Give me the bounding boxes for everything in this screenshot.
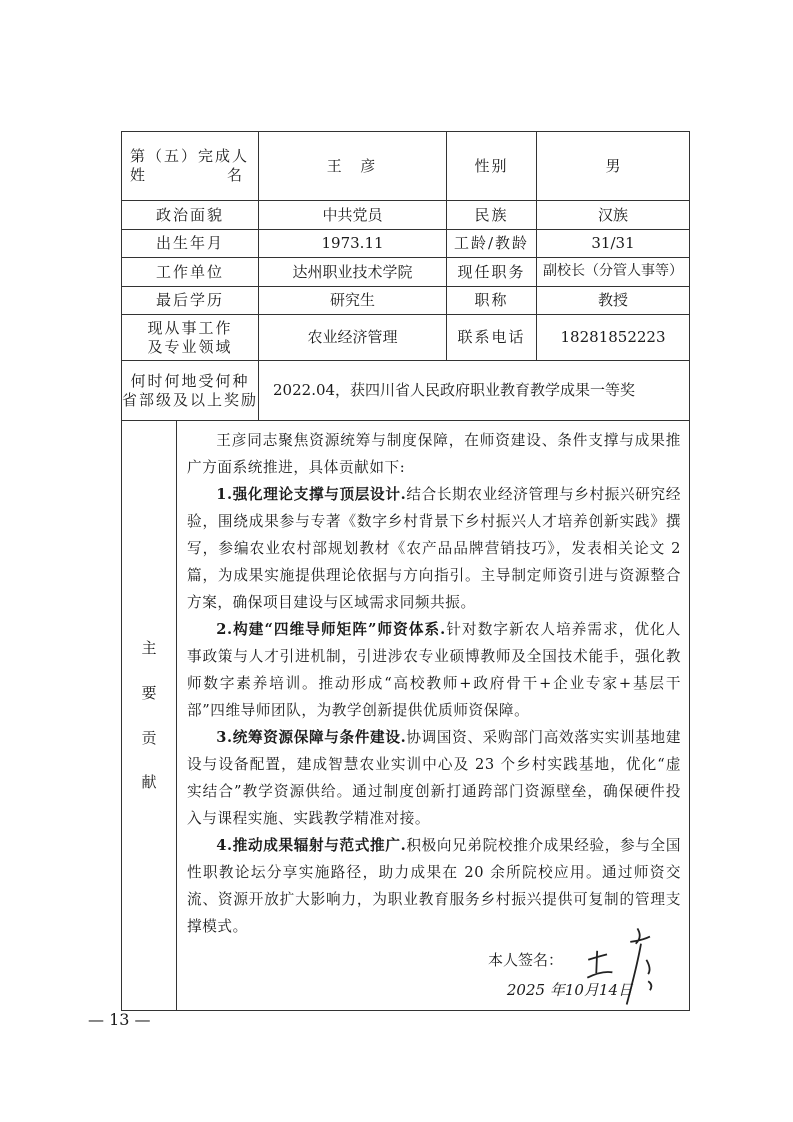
contribution-label: 主 要 贡 献 <box>122 421 177 1011</box>
contribution-item-4: 4.推动成果辐射与范式推广.积极向兄弟院校推介成果经验，参与全国性职教论坛分享实施路径，助力成果在 20 余所院校应用。通过师资交流、资源开放扩大影响力，为职业教育服务乡村振兴提供可复制的管理支撑模式。 <box>187 837 682 935</box>
political-label: 政治面貌 <box>122 201 259 230</box>
position-value: 副校长（分管人事等） <box>537 258 690 287</box>
contribution-item-3: 3.统筹资源保障与条件建设.协调国资、采购部门高效落实实训基地建设与设备配置，建成智慧农业实训中心及 23 个乡村实践基地，优化“虚实结合”教学资源供给。通过制度创新打通跨部门资源壁垒，确保硬件投入与课程实施、实践教学精准对接。 <box>187 729 682 827</box>
birth-value: 1973.11 <box>259 230 447 258</box>
field-label: 现从事工作 及专业领域 <box>122 315 259 361</box>
contribution-item-2: 2.构建“四维导师矩阵”师资体系.针对数字新农人培养需求，优化人事政策与人才引进机制，引进涉农专业硕博教师及全国技术能手，强化教师数字素养培训。推动形成“高校教师+政府骨干+企业专家+基层干部”四维导师团队，为教学创新提供优质师资保障。 <box>187 621 682 719</box>
employer-label: 工作单位 <box>122 258 259 287</box>
title-value: 教授 <box>537 287 690 315</box>
ethnic-label: 民族 <box>447 201 537 230</box>
seniority-value: 31/31 <box>537 230 690 258</box>
contribution-item-1: 1.强化理论支撑与顶层设计.结合长期农业经济管理与乡村振兴研究经验，围绕成果参与专著《数字乡村背景下乡村振兴人才培养创新实践》撰写，参编农业农村部规划教材《农产品品牌营销技巧》，发表相关论文 2 篇，为成果实施提供理论依据与方向指引。主导制定师资引进与资源整合方案，确保项目建设与区域需求同频共振。 <box>187 486 682 611</box>
birth-label: 出生年月 <box>122 230 259 258</box>
info-form-table <box>121 131 690 1011</box>
signature-block <box>187 944 681 1006</box>
name-value: 王 彦 <box>259 132 447 201</box>
ethnic-value: 汉族 <box>537 201 690 230</box>
intro-paragraph: 王彦同志聚焦资源统筹与制度保障，在师资建设、条件支撑与成果推广方面系统推进，具体贡献如下: <box>187 432 682 476</box>
title-label: 职称 <box>447 287 537 315</box>
political-value: 中共党员 <box>259 201 447 230</box>
field-value: 农业经济管理 <box>259 315 447 361</box>
name-label: 第（五）完成人 姓 名 <box>122 132 259 201</box>
position-label: 现任职务 <box>447 258 537 287</box>
page-number: — 13 — <box>88 1010 151 1029</box>
gender-value: 男 <box>537 132 690 201</box>
signature-date: 2025 年10月14日 <box>506 981 634 999</box>
award-value: 2022.04，获四川省人民政府职业教育教学成果一等奖 <box>259 361 690 421</box>
contribution-content <box>177 421 690 1011</box>
gender-label: 性别 <box>447 132 537 201</box>
education-label: 最后学历 <box>122 287 259 315</box>
phone-label: 联系电话 <box>447 315 537 361</box>
employer-value: 达州职业技术学院 <box>259 258 447 287</box>
phone-value: 18281852223 <box>537 315 690 361</box>
award-label: 何时何地受何种 省部级及以上奖励 <box>122 361 259 421</box>
seniority-label: 工龄/教龄 <box>447 230 537 258</box>
signature-label: 本人签名： <box>488 951 564 969</box>
education-value: 研究生 <box>259 287 447 315</box>
